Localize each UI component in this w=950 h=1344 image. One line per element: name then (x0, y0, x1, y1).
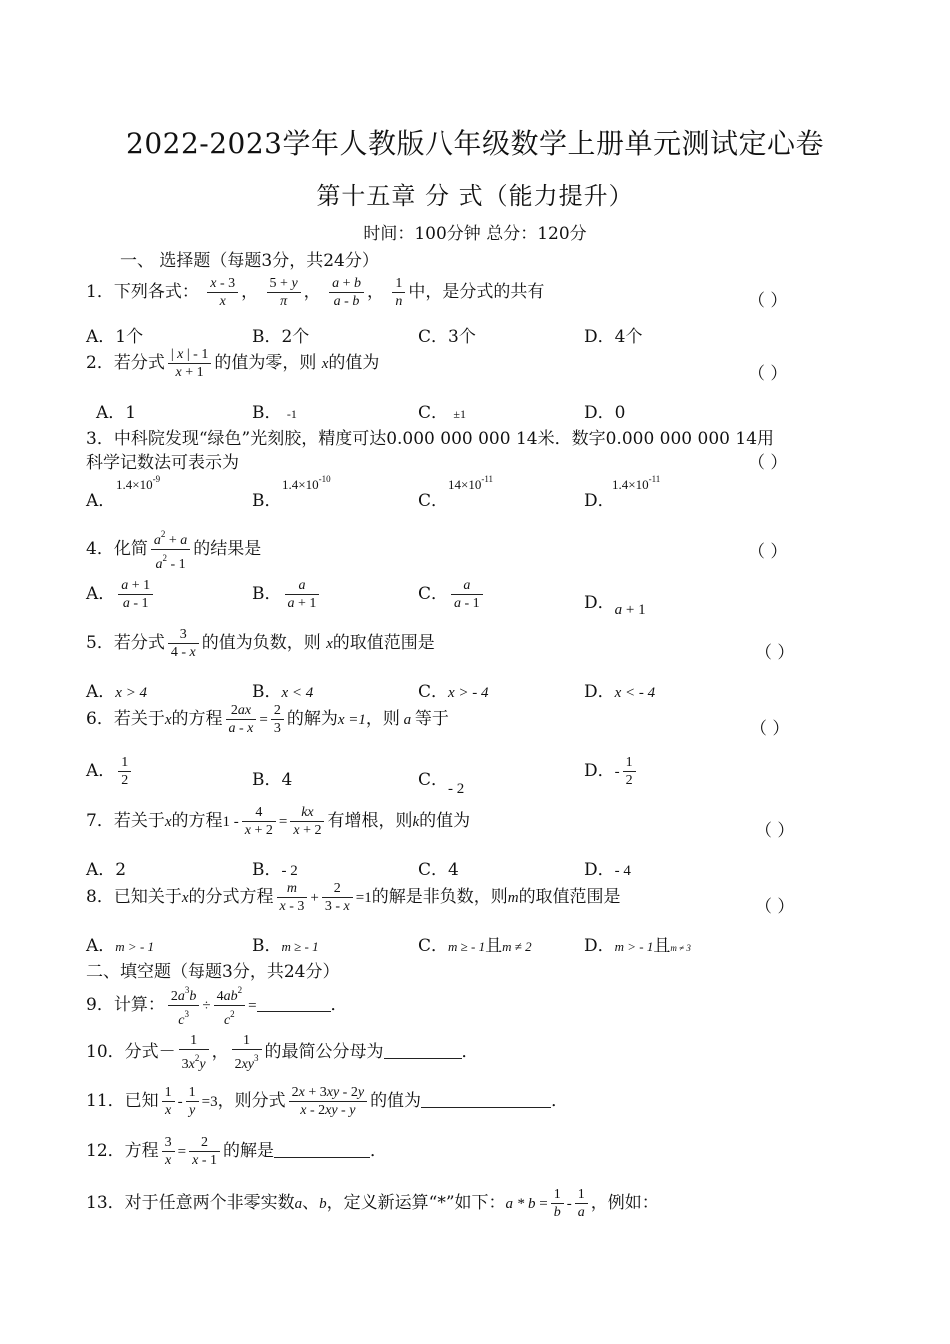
q2-option-d: D．0 (584, 403, 626, 423)
q3-option-a: A． (86, 491, 116, 511)
q7-text-3: 有增根，则 (327, 811, 413, 831)
q6-option-d-label: D． (584, 761, 615, 781)
q7-var: x (164, 814, 172, 830)
q5-option-c-value: x > - 4 (448, 685, 489, 701)
q3-a-base: 1.4×10 (116, 477, 153, 492)
q3-a-exp: -9 (152, 474, 161, 484)
q9-equals: = (248, 998, 257, 1014)
q6-equals: = (259, 712, 268, 728)
q8-option-c-and: 且 (485, 936, 503, 956)
q8-option-d-and: 且 (653, 936, 671, 956)
q6-text-5: 等于 (414, 709, 449, 729)
q2-option-b-label: B． (252, 403, 282, 423)
q3-d-exp: -11 (648, 474, 661, 484)
question-5 (86, 626, 435, 661)
q8-option-a-value: m > - 1 (115, 939, 155, 954)
q7-option-b-value: - 2 (281, 863, 298, 879)
q7-option-d-label: D． (584, 860, 615, 880)
q13-text-4: ，例如： (590, 1193, 659, 1213)
q6-solution: x =1 (337, 712, 366, 728)
q13-frac2: $\frac{1}{a}$ (575, 1186, 588, 1221)
q8-frac-right: $\frac{2}{3 - x}$ (322, 880, 353, 915)
q2-option-a (96, 398, 136, 423)
q8-option-d-value: m > - 1 (614, 939, 654, 954)
q2-var: x (321, 356, 329, 372)
q6-var-a: a (399, 712, 415, 728)
q12-frac2: $\frac{2}{x - 1}$ (189, 1134, 220, 1169)
q7-equals: = (278, 814, 288, 830)
q8-plus: + (310, 890, 319, 906)
answer-paren: （ ） (748, 364, 788, 384)
q4-option-a-label: A． (86, 584, 116, 604)
q11-text-4: ． (551, 1091, 569, 1111)
q6-option-a-label: A． (86, 761, 116, 781)
q4-frac: $\frac{a^2 + a}{a^2 - 1}$ (151, 526, 190, 573)
q8-option-c-value: m ≥ - 1 (448, 939, 486, 954)
q9-text-2: ． (330, 995, 348, 1015)
section-choice-heading: 一、 选择题（每题3分，共24分） (120, 251, 379, 271)
q7-option-c: C．4 (418, 860, 459, 880)
q8-option-b (252, 931, 319, 956)
q2-option-c-value: ±1 (453, 407, 467, 421)
q13-def-lhs: a * b (505, 1196, 536, 1212)
q11-text-3: 的值为 (370, 1091, 422, 1111)
q12-text-3: ． (370, 1141, 387, 1161)
q9-divide: ÷ (202, 998, 211, 1014)
q7-lhs: 1 - (222, 814, 239, 830)
q1-frac1: $\frac{x - 3}{x}$ (207, 275, 238, 310)
q2-option-a-label: A． (96, 403, 126, 423)
q9-answer-blank[interactable] (257, 997, 331, 1012)
q5-text-2: 的值为负数，则 (201, 633, 321, 653)
q6-option-d-frac: $\frac{1}{2}$ (623, 754, 636, 789)
q8-option-d-label: D． (584, 936, 615, 956)
q9-frac-right: $\frac{4ab^2}{c^2}$ (214, 982, 246, 1029)
q4-option-d (584, 588, 646, 618)
q5-option-c (418, 677, 489, 702)
q8-equals: =1 (355, 890, 372, 906)
q10-text-3: 的最简公分母为 (264, 1042, 384, 1062)
q4-option-c-label: C． (418, 584, 449, 604)
q6-option-b: B．4 (252, 770, 293, 790)
q4-text: 4．化简 (86, 539, 148, 559)
q5-text: 5．若分式 (86, 633, 165, 653)
q4-option-b-label: B． (252, 584, 282, 604)
q11-minus: - (177, 1094, 183, 1110)
q3-b-exp: -10 (318, 474, 331, 484)
q2-text: 2．若分式 (86, 353, 165, 373)
q3-option-a-value (116, 474, 160, 493)
answer-paren: （ ） (748, 291, 788, 311)
q11-text: 11．已知 (86, 1091, 159, 1111)
q2-option-c-label: C． (418, 403, 449, 423)
q3-option-c: C． (418, 491, 449, 511)
q13-frac1: $\frac{1}{b}$ (551, 1186, 564, 1221)
question-7 (86, 804, 470, 839)
q7-frac-right: $\frac{kx}{x + 2}$ (290, 804, 324, 839)
q1-option-d: D．4个 (584, 327, 643, 347)
q1-text-2: 中，是分式的共有 (408, 282, 545, 302)
q6-text-4: ，则 (365, 709, 400, 729)
q10-answer-blank[interactable] (384, 1044, 462, 1059)
q8-option-c (418, 931, 532, 956)
q1-text: 1．下列各式： (86, 282, 199, 302)
q6-option-a-frac: $\frac{1}{2}$ (118, 754, 131, 789)
q5-option-a-value: x > 4 (115, 685, 148, 701)
q4-text-2: 的结果是 (193, 539, 262, 559)
q8-option-c-label: C． (418, 936, 449, 956)
answer-paren: （ ） (748, 542, 788, 562)
question-2 (86, 346, 379, 381)
answer-paren: （ ） (750, 719, 790, 739)
q10-text: 10．分式－ (86, 1042, 176, 1062)
q2-option-b (252, 398, 297, 423)
q8-option-c-value-2: m ≠ 2 (502, 939, 532, 954)
q3-c-base: 14×10 (448, 477, 482, 492)
q7-option-b (252, 855, 298, 880)
q7-option-b-label: B． (252, 860, 282, 880)
q3-c-exp: -11 (481, 474, 494, 484)
question-13 (86, 1186, 659, 1221)
q8-var: x (181, 890, 189, 906)
q1-option-a: A．1个 (86, 327, 144, 347)
q3-option-b-value (282, 474, 331, 493)
q8-var-m: m (507, 890, 519, 906)
q5-option-b-label: B． (252, 682, 282, 702)
q4-option-b (252, 577, 322, 612)
q9-text: 9．计算： (86, 995, 165, 1015)
q12-text: 12．方程 (86, 1141, 159, 1161)
q5-option-d (584, 677, 655, 702)
q7-var-k: k (412, 814, 420, 830)
q6-option-d-sign: - (614, 764, 620, 780)
q4-option-b-frac: $\frac{a}{a + 1}$ (285, 577, 320, 612)
q2-text-2: 的值为零，则 (214, 353, 317, 373)
q4-option-d-label: D． (584, 593, 615, 613)
q8-option-a (86, 931, 154, 956)
q13-var-b: b (319, 1196, 327, 1212)
q11-frac1: $\frac{1}{x}$ (162, 1084, 175, 1119)
q10-text-2: ， (211, 1042, 229, 1062)
q8-text-3: 的解是非负数，则 (371, 887, 508, 907)
q2-option-c (418, 398, 466, 423)
q12-answer-blank[interactable] (274, 1143, 370, 1158)
q8-text: 8．已知关于 (86, 887, 182, 907)
q10-frac1: $\frac{1}{3x^2y}$ (179, 1032, 209, 1073)
q7-text-2: 的方程 (171, 811, 223, 831)
q3-option-d: D． (584, 491, 615, 511)
q5-frac: $\frac{3}{4 - x}$ (168, 626, 199, 661)
q11-answer-blank[interactable] (421, 1093, 551, 1108)
q11-text-2: ，则分式 (217, 1091, 286, 1111)
q13-var-a: a (294, 1196, 303, 1212)
q10-frac2: $\frac{1}{2xy^3}$ (232, 1032, 262, 1073)
q3-d-base: 1.4×10 (612, 477, 649, 492)
q6-option-a (86, 754, 134, 789)
answer-paren: （ ） (755, 643, 795, 663)
q5-option-b-value: x < 4 (281, 685, 314, 701)
q11-frac2: $\frac{1}{y}$ (186, 1084, 199, 1119)
q7-option-d-value: - 4 (614, 863, 631, 879)
q2-option-b-value: -1 (286, 407, 297, 421)
q1-frac4: $\frac{1}{n}$ (392, 275, 405, 310)
answer-paren: （ ） (755, 821, 795, 841)
question-3-line1: 3．中科院发现“绿色”光刻胶，精度可达0.000 000 000 14米．数字0.000 000 000 14用 (86, 429, 775, 449)
q13-minus: - (566, 1196, 572, 1212)
question-8 (86, 880, 621, 915)
q7-option-d (584, 855, 631, 880)
q4-option-c-frac: $\frac{a}{a - 1}$ (451, 577, 483, 612)
q9-frac-left: $\frac{2a^3b}{c^3}$ (168, 982, 200, 1029)
q1-option-c: C．3个 (418, 327, 476, 347)
q11-frac3: $\frac{2x + 3xy - 2y}{x - 2xy - y}$ (289, 1084, 367, 1119)
answer-paren: （ ） (748, 453, 788, 473)
q4-option-c (418, 577, 486, 612)
q7-text: 7．若关于 (86, 811, 165, 831)
page-title: 2022-2023学年人教版八年级数学上册单元测试定心卷 (126, 127, 824, 160)
q13-text-2: 、 (302, 1193, 320, 1213)
q13-text-3: ，定义新运算“*”如下： (326, 1193, 506, 1213)
q4-option-d-value-2: + 1 (622, 602, 646, 618)
q5-option-b (252, 677, 313, 702)
q6-var: x (164, 712, 172, 728)
q3-option-b: B． (252, 491, 282, 511)
q5-text-3: 的取值范围是 (332, 633, 435, 653)
q5-option-a-label: A． (86, 682, 116, 702)
q5-option-c-label: C． (418, 682, 449, 702)
question-1: 1．下列各式： $\frac{x - 3}{x}$ ， $\frac{5 + y}{\pi}$ ， $\frac{a + b}{a - b}$ ， $\frac{1}{n}$ 中，是分式的共有 (86, 276, 545, 309)
q6-frac-right: $\frac{2}{3}$ (271, 702, 284, 737)
question-12 (86, 1134, 387, 1169)
q7-frac-left: $\frac{4}{x + 2}$ (242, 804, 276, 839)
q12-frac1: $\frac{3}{x}$ (162, 1134, 175, 1169)
q6-text-3: 的解为 (286, 709, 338, 729)
q1-frac2: $\frac{5 + y}{\pi}$ (267, 275, 301, 310)
question-11 (86, 1084, 568, 1119)
q5-option-a (86, 677, 147, 702)
q8-option-d (584, 931, 691, 956)
q6-text-2: 的方程 (171, 709, 223, 729)
question-4 (86, 526, 261, 573)
q5-option-d-value: x < - 4 (614, 685, 656, 701)
q13-equals: = (535, 1196, 548, 1212)
q10-text-4: ． (461, 1042, 479, 1062)
q3-option-d-value (612, 474, 660, 493)
q6-option-c-label: C． (418, 770, 449, 790)
q13-text: 13．对于任意两个非零实数 (86, 1193, 295, 1213)
q8-frac-left: $\frac{m}{x - 3}$ (277, 880, 308, 915)
q8-option-a-label: A． (86, 936, 116, 956)
q4-option-a (86, 577, 156, 612)
q5-option-d-label: D． (584, 682, 615, 702)
q6-frac-left: $\frac{2ax}{a - x}$ (226, 702, 257, 737)
chapter-subtitle: 第十五章 分 式（能力提升） (316, 182, 634, 210)
q3-option-c-value (448, 474, 493, 493)
q6-option-c (418, 765, 465, 797)
q8-option-b-value: m ≥ - 1 (281, 939, 319, 954)
q2-frac: $\frac{| x | - 1}{x + 1}$ (168, 346, 212, 381)
q4-option-a-frac: $\frac{a + 1}{a - 1}$ (118, 577, 153, 612)
question-3-line2: 科学记数法可表示为 (86, 453, 239, 473)
q4-option-d-value: a (614, 602, 623, 618)
q8-text-4: 的取值范围是 (518, 887, 621, 907)
q3-b-base: 1.4×10 (282, 477, 319, 492)
section-fill-heading: 二、填空题（每题3分，共24分） (86, 962, 340, 982)
q8-text-2: 的分式方程 (188, 887, 274, 907)
exam-info: 时间：100分钟 总分：120分 (363, 224, 587, 244)
q7-text-4: 的值为 (419, 811, 471, 831)
q5-var: x (326, 636, 333, 652)
question-9 (86, 982, 348, 1029)
q1-frac3: $\frac{a + b}{a - b}$ (329, 275, 364, 310)
q8-option-d-value-2: m ≠ 3 (670, 943, 691, 953)
q11-equals: =3 (201, 1094, 218, 1110)
question-6 (86, 702, 449, 737)
q2-option-a-value: 1 (125, 403, 137, 423)
q1-option-b: B．2个 (252, 327, 310, 347)
q6-text: 6．若关于 (86, 709, 165, 729)
q2-text-3: 的值为 (328, 353, 380, 373)
q12-text-2: 的解是 (223, 1141, 274, 1161)
question-10 (86, 1032, 479, 1073)
answer-paren: （ ） (755, 897, 795, 917)
q12-equals: = (177, 1144, 187, 1160)
q7-option-a: A．2 (86, 860, 127, 880)
q6-option-d (584, 754, 639, 789)
q8-option-b-label: B． (252, 936, 282, 956)
q6-option-c-value: - 2 (448, 781, 465, 797)
